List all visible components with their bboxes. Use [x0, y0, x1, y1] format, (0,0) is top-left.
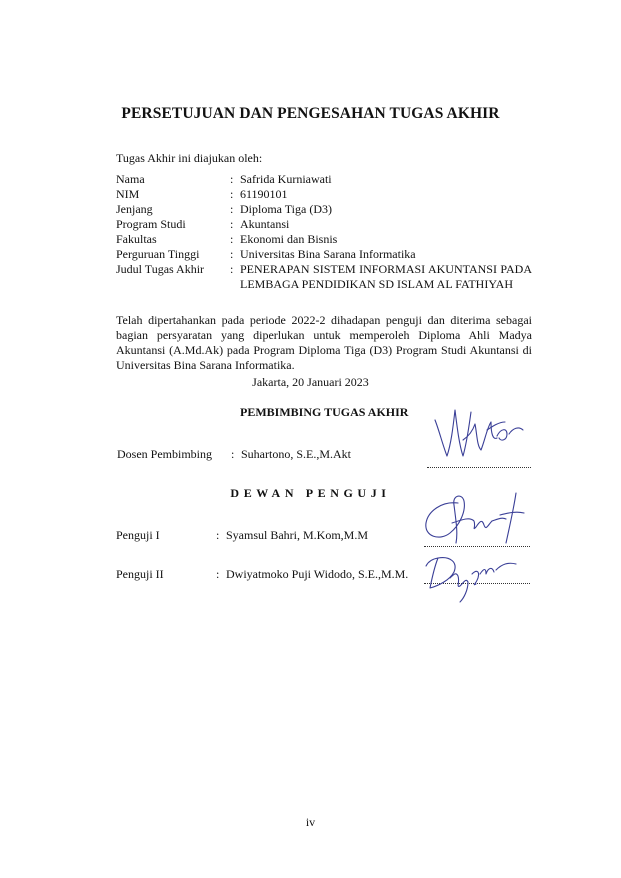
examiner-row-2	[116, 567, 408, 582]
examiner-row-1	[116, 528, 368, 543]
identity-row-nim	[116, 187, 532, 202]
identity-label: Program Studi	[116, 217, 186, 231]
identity-table	[116, 172, 532, 292]
identity-row-program-studi	[116, 217, 532, 232]
identity-label: Perguruan Tinggi	[116, 247, 200, 261]
supervisor-signature	[425, 400, 535, 470]
examiner-label: Penguji II	[116, 567, 164, 581]
identity-colon: :	[230, 172, 234, 186]
examiner-1-signature	[418, 485, 538, 555]
identity-value: Universitas Bina Sarana Informatika	[240, 247, 416, 261]
examiner-name: Syamsul Bahri, M.Kom,M.M	[226, 528, 369, 542]
identity-label: Judul Tugas Akhir	[116, 262, 205, 276]
identity-colon: :	[230, 217, 234, 231]
identity-label: NIM	[116, 187, 140, 201]
examiner-2-signature	[420, 548, 530, 608]
supervisor-label: Dosen Pembimbing	[117, 447, 212, 461]
identity-label: Nama	[116, 172, 145, 186]
identity-colon: :	[230, 232, 234, 246]
supervisor-row	[117, 447, 351, 462]
approval-paragraph: Telah dipertahankan pada periode 2022-2 dihadapan penguji dan diterima sebagai bagian persyaratan yang diperlukan untuk memperoleh Diploma Ahli Madya Akuntansi (A.Md.Ak) pada Program Diploma Tiga (D3) Program Studi Akuntansi di Universitas Bina Sarana Informatika.	[116, 313, 532, 372]
identity-colon: :	[230, 202, 234, 216]
identity-value: 61190101	[240, 187, 288, 201]
examiner-name: Dwiyatmoko Puji Widodo, S.E.,M.M.	[226, 567, 409, 581]
identity-colon: :	[230, 247, 234, 261]
identity-colon: :	[230, 262, 234, 276]
identity-value: Safrida Kurniawati	[240, 172, 332, 186]
examiners-heading: DEWAN PENGUJI	[230, 486, 391, 500]
identity-row-perguruan-tinggi	[116, 247, 532, 262]
page-number: iv	[305, 815, 316, 829]
identity-value: Diploma Tiga (D3)	[240, 202, 333, 216]
identity-label: Fakultas	[116, 232, 157, 246]
identity-value: Ekonomi dan Bisnis	[240, 232, 338, 246]
place-date: Jakarta, 20 Januari 2023	[252, 375, 369, 389]
identity-colon: :	[230, 187, 234, 201]
thesis-title-value: PENERAPAN SISTEM INFORMASI AKUNTANSI PADA LEMBAGA PENDIDIKAN SD ISLAM AL FATHIYAH	[240, 262, 532, 291]
identity-label: Jenjang	[116, 202, 153, 216]
intro-text: Tugas Akhir ini diajukan oleh:	[116, 151, 263, 165]
identity-row-jenjang	[116, 202, 532, 217]
examiner-colon: :	[216, 528, 220, 542]
identity-row-nama	[116, 172, 532, 187]
supervisor-name: Suhartono, S.E.,M.Akt	[241, 447, 352, 461]
examiner-label: Penguji I	[116, 528, 160, 542]
page-title: PERSETUJUAN DAN PENGESAHAN TUGAS AKHIR	[121, 105, 500, 122]
supervisor-colon: :	[231, 447, 235, 461]
identity-value: Akuntansi	[240, 217, 290, 231]
identity-row-fakultas	[116, 232, 532, 247]
examiner-colon: :	[216, 567, 220, 581]
identity-row-judul	[116, 262, 532, 292]
supervisor-heading: PEMBIMBING TUGAS AKHIR	[240, 405, 409, 419]
